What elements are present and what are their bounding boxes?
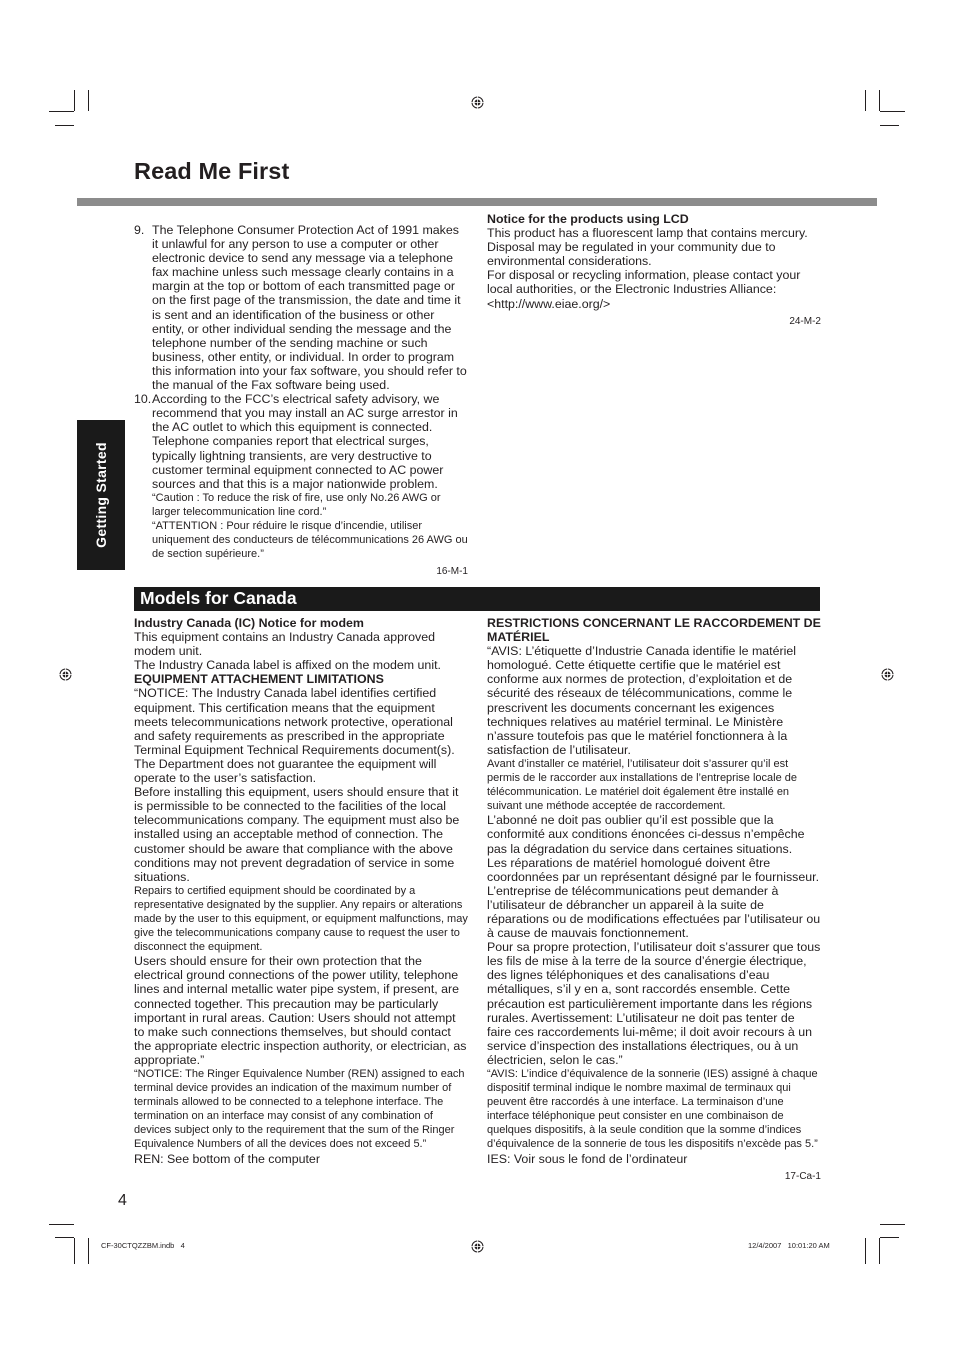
paragraph: This equipment contains an Industry Canada approved modem unit. xyxy=(134,630,436,659)
paragraph: Repairs to certified equipment should be coordinated by a representative designated by the supplier. Any repairs or alterations made by the user to this equipment, or equipment malfunctions, may give the telecommunications company cause to request the user to disconnect the equipment. xyxy=(134,884,468,954)
reference-code: 17-Ca-1 xyxy=(784,1170,821,1182)
side-tab-label: Getting Started xyxy=(93,442,109,548)
paragraph: For disposal or recycling information, please contact your local authorities, or the Electronic Industries Alliance: <http://www.eiae.org/> xyxy=(487,268,801,311)
caution-english: “Caution : To reduce the risk of fire, use only No.26 AWG or larger telecommunication line cord.” xyxy=(152,491,441,518)
page-title: Read Me First xyxy=(134,158,290,184)
footer-timestamp: 12/4/2007 10:01:20 AM xyxy=(748,1241,830,1250)
registration-mark-icon xyxy=(471,96,484,109)
paragraph: “AVIS: L’indice d’équivalence de la sonnerie (IES) assigné à chaque dispositif terminal indique le nombre maximal de terminaux qui peuvent être raccordés à une interface. La terminaison d’une interface téléphonique peut consister en une combinaison de quelques dispositifs, à la seule condition que la somme d’indices d’équivalence de la sonnerie de tous les dispositifs n’excède pas 5.” xyxy=(487,1068,818,1151)
list-item-text: The Telephone Consumer Protection Act of 1991 makes it unlawful for any person to use a computer or other electronic device to send any message via a telephone fax machine unless such message clearly contains in a margin at the top or bottom of each transmitted page or on the first page of the transmission, the date and time it is sent and an identification of the business or other entity, or other individual sending the message and the telephone number of the sending machine or such business, other entity, or individual. In order to program this information into your fax software, you should refer to the manual of the Fax software being used. xyxy=(152,223,467,393)
equipment-limitations-heading: EQUIPMENT ATTACHEMENT LIMITATIONS xyxy=(134,672,384,687)
section-title: Models for Canada xyxy=(140,588,297,608)
lcd-notice-heading: Notice for the products using LCD xyxy=(487,212,689,226)
reference-code: 24-M-2 xyxy=(789,315,821,327)
ic-notice-heading: Industry Canada (IC) Notice for modem xyxy=(134,616,364,630)
paragraph: IES: Voir sous le fond de l’ordinateur xyxy=(487,1151,688,1166)
paragraph: Pour sa propre protection, l’utilisateur doit s’assurer que tous les fils de mise à la terre de la source d’énergie électrique, des lignes téléphoniques et des canalisations d’eau métalliques, s’il y en a, sont raccordés ensemble. Cette précaution est particulièrement importante dans les régions rurales. Avertissement: L’utilisateur ne doit pas tenter de faire ces raccordements lui-même; il doit avoir recours à un service d’inspection des installations électriques, ou à un électricien, selon le cas.” xyxy=(487,940,821,1067)
list-item-text: According to the FCC’s electrical safety advisory, we recommend that you may install an AC surge arrestor in the AC outlet to which this equipment is connected. Telephone companies report that electrical surges, typically lightning transients, are very destructive to customer terminal equipment connected to AC power sources and that this is a major nationwide problem. xyxy=(152,392,458,491)
list-item-number: 10. xyxy=(134,392,152,407)
paragraph: This product has a fluorescent lamp that contains mercury. Disposal may be regulated in your community due to environmental considerations. xyxy=(487,226,808,269)
paragraph: Les réparations de matériel homologué doivent être coordonnées par un représentant désigné par le fournisseur. L’entreprise de télécommunications peut demander à l’utilisateur de débrancher un appareil à la suite de réparations ou de modifications effectuées par l’utilisateur ou à cause de mauvais fonctionnement. xyxy=(487,855,821,941)
restrictions-heading: RESTRICTIONS CONCERNANT LE RACCORDEMENT DE MATÉRIEL xyxy=(487,616,821,645)
title-rule xyxy=(77,198,877,206)
list-item-number: 9. xyxy=(134,223,145,237)
paragraph: Before installing this equipment, users should ensure that it is permissible to be connected to the facilities of the local telecommunications company. The equipment must also be installed using an acceptable method of connection. The customer should be aware that compliance with the above conditions may not prevent degradation of service in some situations. xyxy=(134,785,460,884)
paragraph: The Industry Canada label is affixed on the modem unit. xyxy=(134,658,441,673)
paragraph: Avant d’installer ce matériel, l’utilisateur doit s’assurer qu’il est permis de le raccorder aux installations de l’entreprise locale de télécommunication. Le matériel doit également être installé en suivant une méthode acceptée de raccordement. xyxy=(487,757,797,813)
paragraph: “NOTICE: The Ringer Equivalence Number (REN) assigned to each terminal device provides an indication of the maximum number of terminals allowed to be connected to a telephone interface. The termination on an interface may consist of any combination of devices subject only to the requirement that the sum of the Ringer Equivalence Numbers of all the devices does not exceed 5.” xyxy=(134,1068,465,1151)
reference-code: 16-M-1 xyxy=(436,566,468,578)
canada-left-column xyxy=(134,616,468,1166)
registration-mark-icon xyxy=(881,668,894,681)
section-header xyxy=(134,587,820,611)
paragraph: Users should ensure for their own protection that the electrical ground connections of the power utility, telephone lines and internal metallic water pipe system, if present, are connected together. This precaution may be particularly important in rural areas. Caution: Users should not attempt to make such connections themselves, but should contact the appropriate electric inspection authority, or electrician, as appropriate.” xyxy=(134,954,467,1067)
canada-right-column xyxy=(487,616,821,1184)
registration-mark-icon xyxy=(59,668,72,681)
paragraph: L’abonné ne doit pas oublier qu’il est possible que la conformité aux conditions énoncées ci-dessus n’empêche pas la dégradation du service dans certaines situations. xyxy=(487,813,805,856)
side-tab xyxy=(77,420,125,570)
page-number: 4 xyxy=(118,1192,127,1209)
paragraph: REN: See bottom of the computer xyxy=(134,1151,320,1166)
list-item-10 xyxy=(134,392,468,561)
paragraph: “AVIS: L’étiquette d’Industrie Canada identifie le matériel homologué. Cette étiquette certifie que le matériel est conforme aux normes de protection, d’exploitation et de sécurité des réseaux de télécommunications, comme le prescrivent les documents concernant les exigences techniques relatives au matériel terminal. Le Ministère n’assure toutefois pas que le matériel fonctionnera à la satisfaction de l’utilisateur. xyxy=(487,644,797,757)
top-left-column xyxy=(134,223,468,579)
list-item-9 xyxy=(134,223,468,392)
footer-filename: CF-30CTQZZBM.indb 4 xyxy=(101,1241,185,1250)
registration-mark-icon xyxy=(471,1240,484,1253)
top-right-column xyxy=(487,212,821,329)
paragraph: “NOTICE: The Industry Canada label identifies certified equipment. This certification means that the equipment meets telecommunications network protective, operational and safety requirements as prescribed in the appropriate Terminal Equipment Technical Requirements document(s). The Department does not guarantee the equipment will operate to the user’s satisfaction. xyxy=(134,686,455,786)
caution-french: “ATTENTION : Pour réduire le risque d’incendie, utiliser uniquement des conducteurs de télécommunications 26 AWG ou de section supérieure.” xyxy=(152,519,468,561)
